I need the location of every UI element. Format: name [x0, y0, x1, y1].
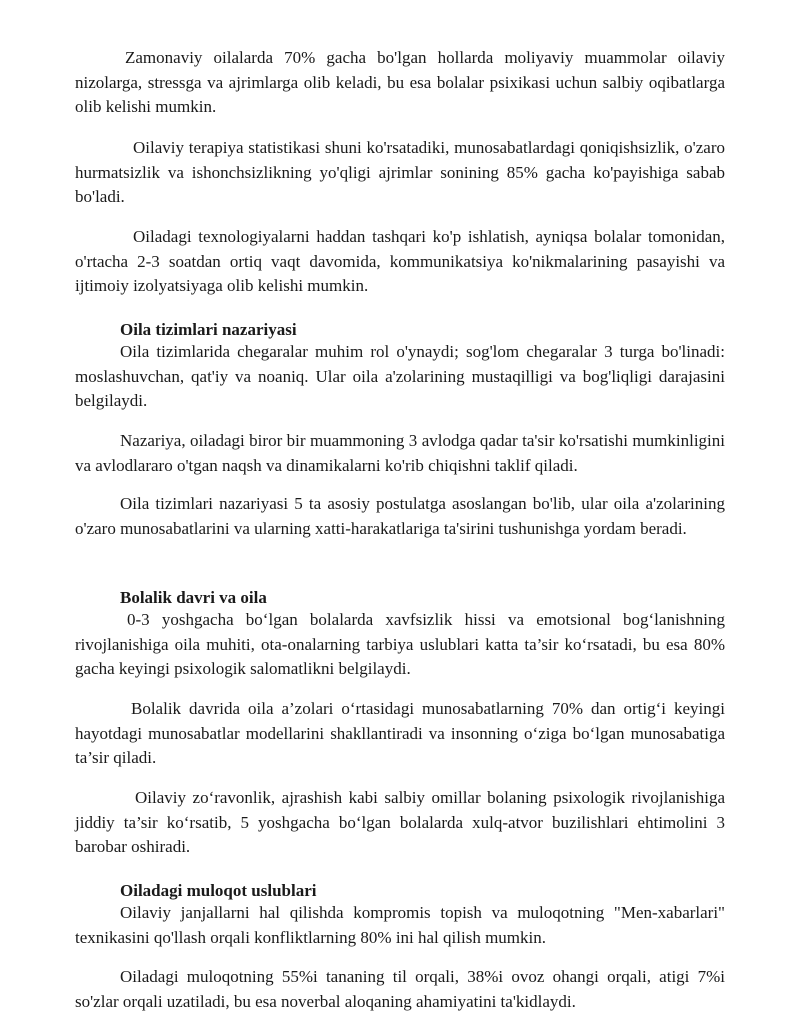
- paragraph-family-boundaries: Oila tizimlarida chegaralar muhim rol o'ynaydi; sog'lom chegaralar 3 turga bo'linadi: moslashuvchan, qat'iy va noaniq. Ular oila a'zolarining mustaqilligi va bog'liqligi darajasini belgilaydi.: [75, 342, 725, 410]
- paragraph-technology-use: Oiladagi texnologiyalarni haddan tashqari ko'p ishlatish, ayniqsa bolalar tomonidan, o'rtacha 2-3 soatdan ortiq vaqt davomida, kommunikatsiya ko'nikmalarining pasayishi va ijtimoiy izolyatsiyaga olib kelishi mumkin.: [75, 227, 725, 295]
- paragraph-financial-problems: Zamonaviy oilalarda 70% gacha bo'lgan hollarda moliyaviy muammolar oilaviy nizolarga, stressga va ajrimlarga olib keladi, bu esa bolalar psixikasi uchun salbiy oqibatlarga olib kelishi mumkin.: [75, 48, 725, 116]
- heading-childhood-and-family: Bolalik davri va oila: [120, 588, 267, 607]
- paragraph-compromise-techniques: Oilaviy janjallarni hal qilishda kompromis topish va muloqotning "Men-xabarlari" texnikasini qo'llash orqali konfliktlarning 80% ini hal qilish mumkin.: [75, 903, 725, 947]
- paragraph-three-generations: Nazariya, oiladagi biror bir muammoning 3 avlodga qadar ta'sir ko'rsatishi mumkinligini va avlodlararo o'tgan naqsh va dinamikalarni ko'rib chiqishni taklif qiladi.: [75, 431, 725, 475]
- paragraph-five-postulates: Oila tizimlari nazariyasi 5 ta asosiy postulatga asoslangan bo'lib, ular oila a'zolarining o'zaro munosabatlarini va ularning xatti-harakatlariga ta'sirini tushunishga yordam beradi.: [75, 494, 725, 538]
- heading-communication-styles: Oiladagi muloqot uslublari: [120, 881, 317, 900]
- paragraph-early-attachment: 0-3 yoshgacha bo‘lgan bolalarda xavfsizlik hissi va emotsional bog‘lanishning rivojlanishiga oila muhiti, ota-onalarning tarbiya uslublari katta ta’sir ko‘rsatadi, bu esa 80% gacha keyingi psixologik salomatlikni belgilaydi.: [75, 610, 725, 678]
- paragraph-nonverbal-communication: Oiladagi muloqotning 55%i tananing til orqali, 38%i ovoz ohangi orqali, atigi 7%i so'zlar orqali uzatiladi, bu esa noverbal aloqaning ahamiyatini ta'kidlaydi.: [75, 967, 725, 1011]
- paragraph-negative-factors: Oilaviy zo‘ravonlik, ajrashish kabi salbiy omillar bolaning psixologik rivojlanishiga jiddiy ta’sir ko‘rsatib, 5 yoshgacha bo‘lgan bolalarda xulq-atvor buzilishlari ehtimolini 3 barobar oshiradi.: [75, 788, 725, 856]
- paragraph-relationship-models: Bolalik davrida oila a’zolari o‘rtasidagi munosabatlarning 70% dan ortig‘i keyingi hayotdagi munosabatlar modellarini shakllantiradi va insonning o‘ziga bo‘lgan munosabatiga ta’sir qiladi.: [75, 699, 725, 767]
- heading-family-systems-theory: Oila tizimlari nazariyasi: [120, 320, 297, 339]
- paragraph-family-therapy-statistics: Oilaviy terapiya statistikasi shuni ko'rsatadiki, munosabatlardagi qoniqishsizlik, o'zaro hurmatsizlik va ishonchsizlikning yo'qligi ajrimlar sonining 85% gacha ko'payishiga sabab bo'ladi.: [75, 138, 725, 206]
